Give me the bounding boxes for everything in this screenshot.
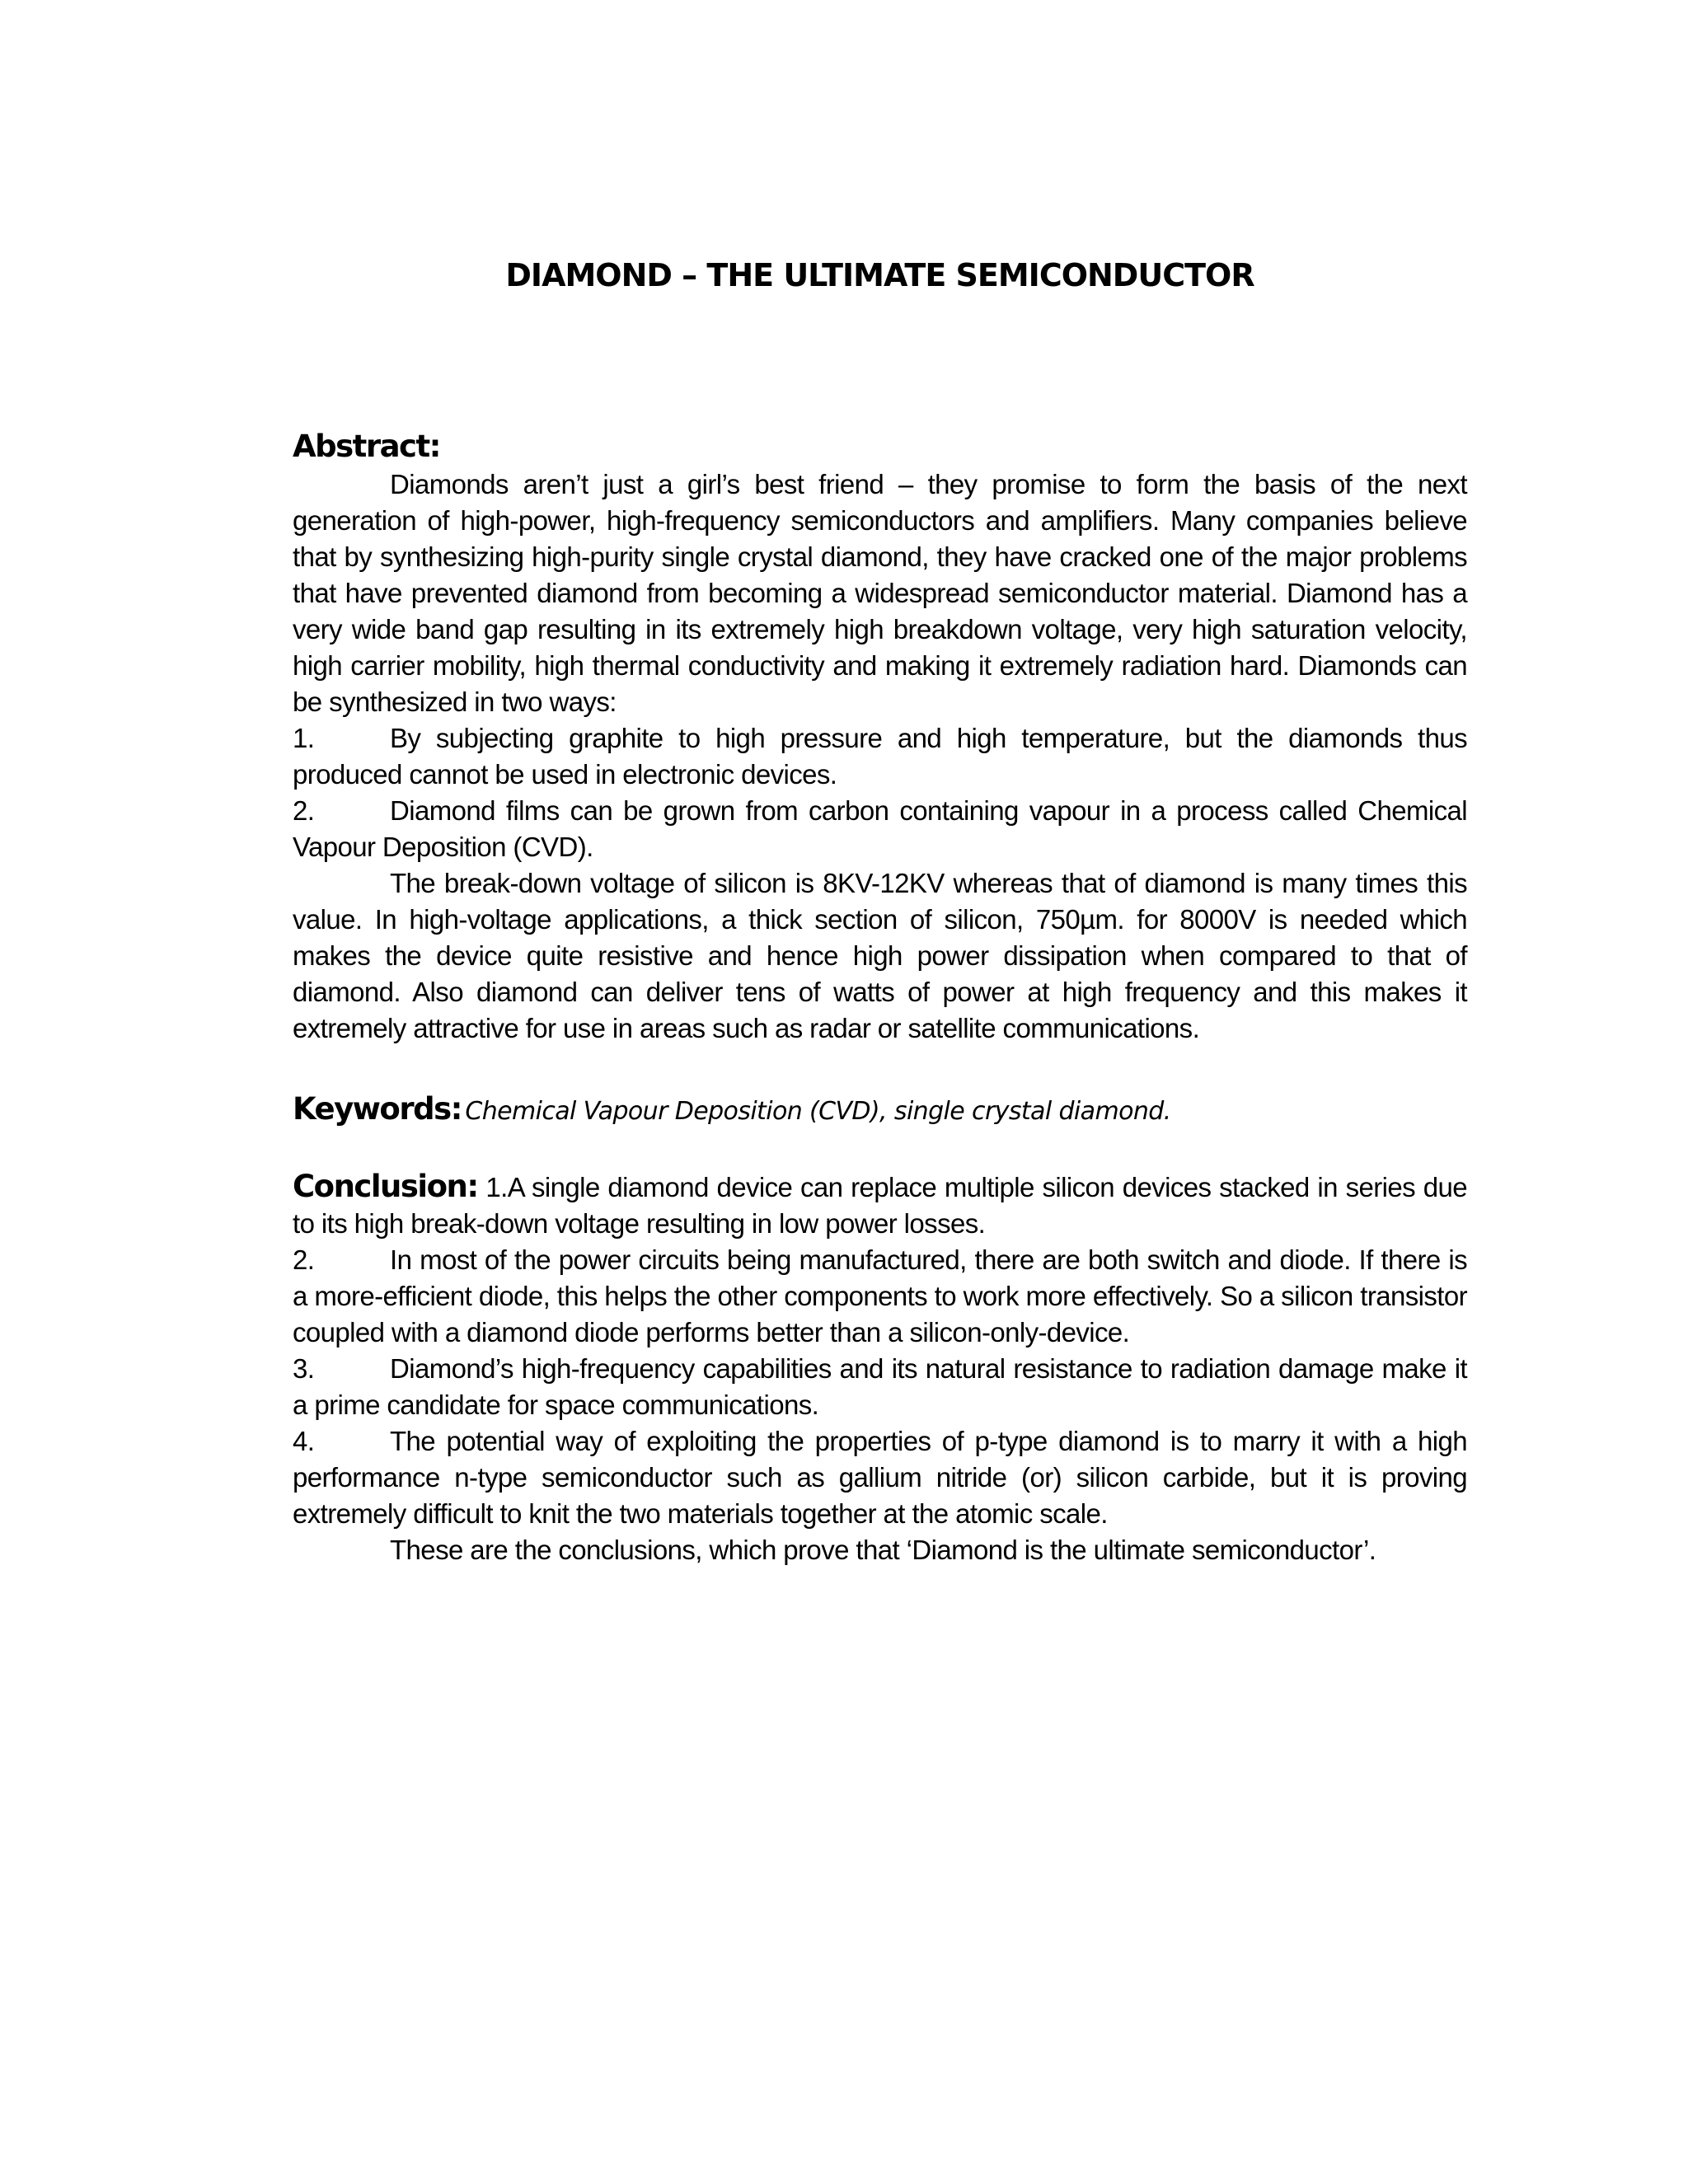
abstract-paragraph: The break-down voltage of silicon is 8KV-12KV whereas that of diamond is many times this value. In high-voltage applications, a thick section of silicon, 750µm. for 8000V is needed which makes the device quite resistive and hence high power dissipation when compared to that of diamond. Also diamond can deliver tens of watts of power at high frequency and this makes it extremely attractive for use in areas such as radar or satellite communications.	[293, 868, 1467, 1043]
list-item-number: 2.	[293, 795, 315, 826]
conclusion-closing: These are the conclusions, which prove that ‘Diamond is the ultimate semiconductor’.	[390, 1535, 1376, 1565]
abstract-paragraph: Diamonds aren’t just a girl’s best friend – they promise to form the basis of the next generation of high-power, high-frequency semiconductors and amplifiers. Many companies believe that by synthesizing high-purity single crystal diamond, they have cracked one of the major problems that have prevented diamond from becoming a widespread semiconductor material. Diamond has a very wide band gap resulting in its extremely high breakdown voltage, very high saturation velocity, high carrier mobility, high thermal conductivity and making it extremely radiation hard. Diamonds can be synthesized in two ways:	[293, 469, 1467, 717]
list-item-number: 1.	[293, 723, 315, 753]
conclusion-heading: Conclusion:	[293, 1169, 478, 1204]
abstract-list-item	[293, 793, 1467, 865]
list-item-number: 2.	[293, 1244, 315, 1275]
abstract-body	[293, 466, 1467, 1047]
document-page	[293, 0, 1467, 2184]
list-item-number: 4.	[293, 1426, 315, 1456]
conclusion-list-item	[293, 1351, 1467, 1423]
conclusion-first-text: 1.A single diamond device can replace multiple silicon devices stacked in series due to its high break-down voltage resulting in low power losses.	[293, 1172, 1467, 1239]
keywords-heading: Keywords:	[293, 1091, 462, 1127]
keywords-text: Chemical Vapour Deposition (CVD), single crystal diamond.	[465, 1097, 1171, 1126]
list-item-text: Diamond films can be grown from carbon containing vapour in a process called Chemical Vapour Deposition (CVD).	[293, 795, 1467, 862]
conclusion-body	[293, 1169, 1467, 1568]
list-item-text: In most of the power circuits being manufactured, there are both switch and diode. If there is a more-efficient diode, this helps the other components to work more effectively. So a silicon transistor coupled with a diamond diode performs better than a silicon-only-device.	[293, 1244, 1467, 1347]
list-item-text: By subjecting graphite to high pressure and high temperature, but the diamonds thus produced cannot be used in electronic devices.	[293, 723, 1467, 790]
list-item-text: The potential way of exploiting the properties of p-type diamond is to marry it with a high performance n-type semiconductor such as gallium nitride (or) silicon carbide, but it is proving extremely difficult to knit the two materials together at the atomic scale.	[293, 1426, 1467, 1529]
list-item-text: Diamond’s high-frequency capabilities and its natural resistance to radiation damage make it a prime candidate for space communications.	[293, 1353, 1467, 1420]
keywords-line	[293, 1090, 1467, 1136]
conclusion-list-item	[293, 1423, 1467, 1532]
abstract-heading: Abstract:	[293, 429, 440, 464]
list-item-number: 3.	[293, 1353, 315, 1384]
abstract-list-item	[293, 720, 1467, 793]
conclusion-first-item	[293, 1169, 1467, 1242]
document-title: DIAMOND – THE ULTIMATE SEMICONDUCTOR	[505, 257, 1254, 293]
conclusion-list-item	[293, 1242, 1467, 1351]
